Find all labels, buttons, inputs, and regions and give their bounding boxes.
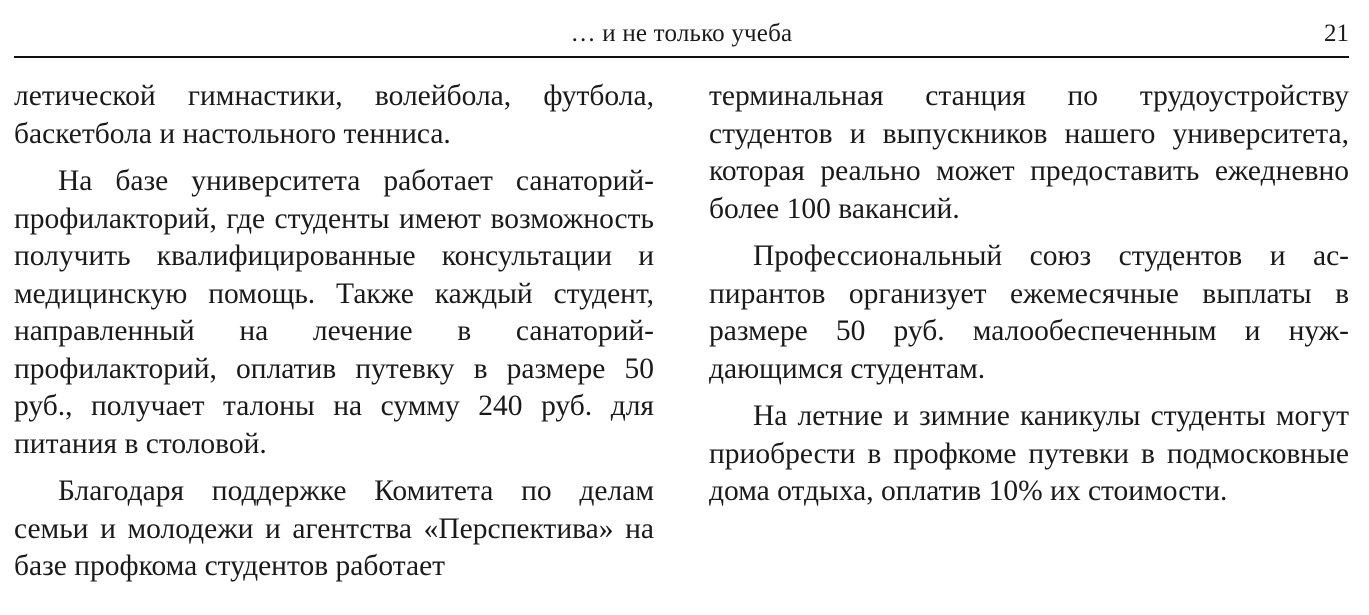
paragraph: На летние и зимние каникулы студенты могут приобрести в профкоме путевки в подмосковные дома отдыха, оплатив 10% их стоимости. bbox=[709, 400, 1349, 507]
header-rule bbox=[14, 56, 1349, 58]
running-title: … и не только учеба bbox=[570, 20, 793, 47]
paragraph: Благодаря поддержке Комитета по делам семьи и молодежи и агентства «Перспектива» на базе профкома студентов работает bbox=[14, 475, 654, 582]
page-header bbox=[14, 12, 1349, 58]
right-column bbox=[709, 78, 1349, 596]
paragraph: терминальная станция по трудоустройству студентов и выпускников нашего университета, которая реально может предоставить ежедневно более 100 вакансий. bbox=[709, 80, 1349, 225]
page-number: 21 bbox=[1324, 20, 1349, 47]
paragraph: Профессиональный союз студентов и аспирантов организует ежемесячные выплаты в размере 50 руб. малообеспеченным и нуждающимся студентам. bbox=[709, 240, 1349, 385]
paragraph: летической гимнастики, волейбола, футбола, баскетбола и настольного тенниса. bbox=[14, 80, 654, 150]
paragraph: На базе университета работает санаторий-профилакторий, где студенты имеют возможность получить квалифицированные консультации и медицинскую помощь. Также каждый студент, направленный на лечение в санаторий-профилакторий, оплатив путевку в размере 50 руб., получает талоны на сумму 240 руб. для питания в столовой. bbox=[14, 165, 654, 460]
left-column bbox=[14, 78, 654, 596]
text-columns bbox=[14, 78, 1349, 596]
